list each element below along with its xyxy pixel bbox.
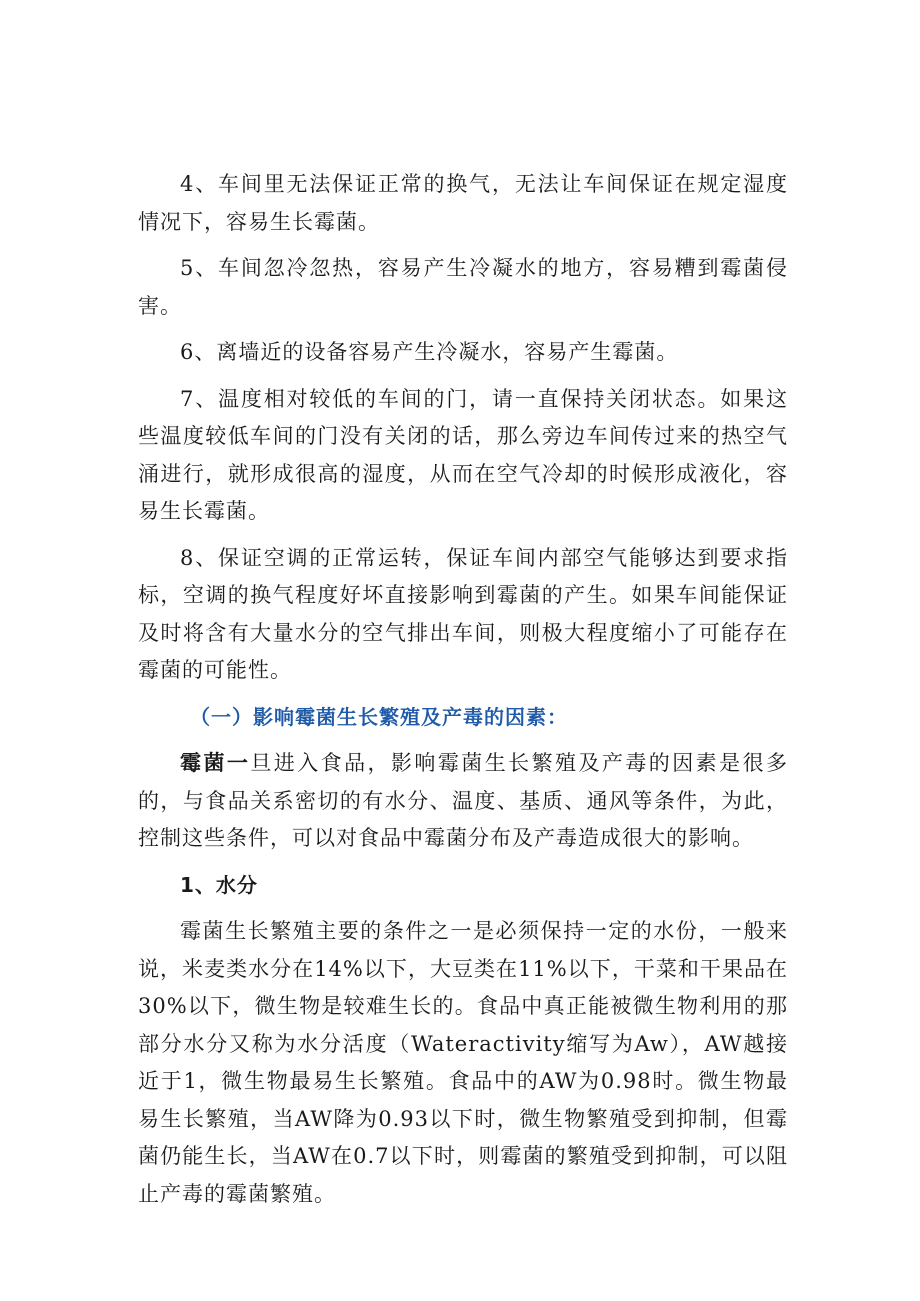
paragraph-item-6: 6、离墙近的设备容易产生冷凝水，容易产生霉菌。 xyxy=(180,340,679,364)
paragraph-item-8: 8、保证空调的正常运转，保证车间内部空气能够达到要求指标，空调的换气程度好坏直接影响到霉菌的产生。如果车间能保证及时将含有大量水分的空气排出车间，则极大程度缩小了可能存在霉菌的可能性。 xyxy=(138,545,788,682)
paragraph-item-4: 4、车间里无法保证正常的换气，无法让车间保证在规定湿度情况下，容易生长霉菌。 xyxy=(138,172,788,234)
subheading-water: 1、水分 xyxy=(180,872,258,897)
section-heading-text: （一）影响霉菌生长繁殖及产毒的因素： xyxy=(190,704,568,729)
section-heading xyxy=(138,699,788,737)
paragraph-item-7: 7、温度相对较低的车间的门，请一直保持关闭状态。如果这些温度较低车间的门没有关闭的话，那么旁边车间传过来的热空气涌进行，就形成很高的湿度，从而在空气冷却的时候形成液化，容易生长霉菌。 xyxy=(138,386,788,523)
document-body xyxy=(138,166,788,1222)
intro-lead: 霉菌一 xyxy=(180,751,251,775)
intro-text: 旦进入食品，影响霉菌生长繁殖及产毒的因素是很多的，与食品关系密切的有水分、温度、基质、通风等条件，为此，控制这些条件，可以对食品中霉菌分布及产毒造成很大的影响。 xyxy=(138,751,789,850)
water-paragraph: 霉菌生长繁殖主要的条件之一是必须保持一定的水份，一般来说，米麦类水分在14%以下，大豆类在11%以下，干菜和干果品在30%以下，微生物是较难生长的。食品中真正能被微生物利用的那部分水分又称为水分活度（Wateractivity缩写为Aw），AW越接近于1，微生物最易生长繁殖。食品中的AW为0.98时。微生物最易生长繁殖，当AW降为0.93以下时，微生物繁殖受到抑制，但霉菌仍能生长，当AW在0.7以下时，则霉菌的繁殖受到抑制，可以阻止产毒的霉菌繁殖。 xyxy=(138,919,788,1206)
intro-paragraph xyxy=(138,745,788,858)
paragraph-item-5: 5、车间忽冷忽热，容易产生冷凝水的地方，容易糟到霉菌侵害。 xyxy=(138,256,788,318)
